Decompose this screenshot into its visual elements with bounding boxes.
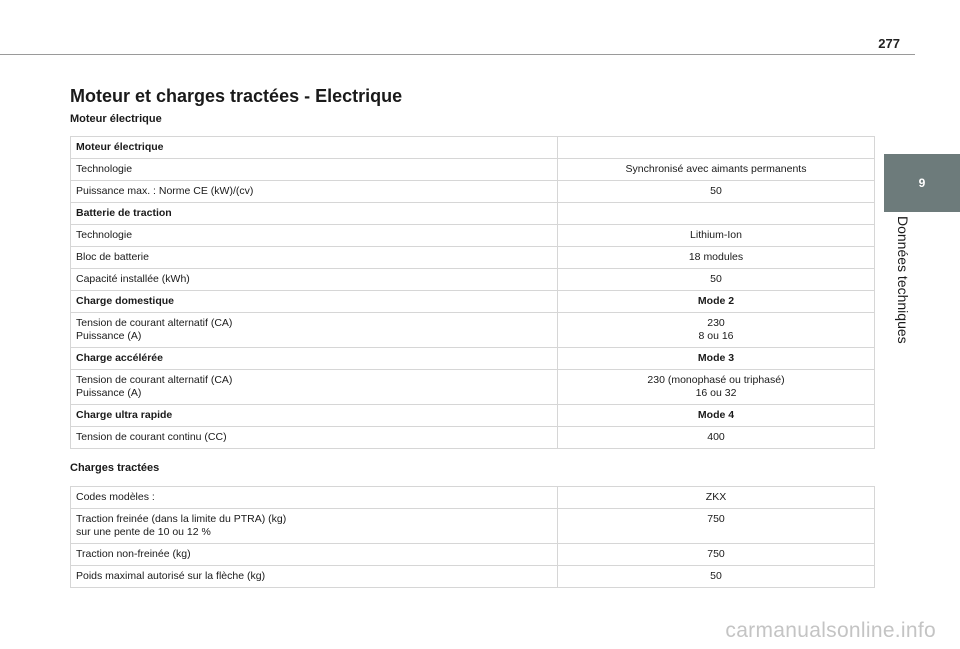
table-row [71,348,875,370]
row-label-line: sur une pente de 10 ou 12 % [76,526,211,538]
table-row [71,269,875,291]
row-label-line: Poids maximal autorisé sur la flèche (kg) [76,570,266,582]
row-label-line: Tension de courant alternatif (CA) [76,374,233,386]
row-value-line: 50 [710,185,722,197]
row-label [71,348,558,370]
table-row [71,137,875,159]
chapter-label-text: Données techniques [895,216,911,344]
row-value-line: ZKX [705,491,727,503]
row-value [558,566,875,588]
row-value [558,247,875,269]
row-label-line: Technologie [76,163,133,175]
table-row [71,509,875,544]
row-value-line [563,207,869,220]
table-row [71,247,875,269]
header-divider [0,54,915,55]
row-label-line: Codes modèles : [76,491,155,503]
table-row [71,427,875,449]
row-value-line: 750 [707,548,725,560]
row-value-line: Lithium-Ion [690,229,742,241]
row-value [558,405,875,427]
row-value [558,427,875,449]
watermark-text: carmanualsonline.info [725,619,936,642]
table-row [71,370,875,405]
row-value-line: Mode 4 [697,409,735,421]
row-value [558,313,875,348]
row-label [71,566,558,588]
table-row [71,544,875,566]
row-value-line: Mode 3 [697,352,735,364]
row-value [558,137,875,159]
row-value [558,544,875,566]
table-row [71,313,875,348]
row-label-line: Puissance max. : Norme CE (kW)/(cv) [76,185,254,197]
row-value [558,159,875,181]
row-label [71,181,558,203]
row-label-line: Moteur électrique [76,141,164,153]
section-heading-motor: Moteur électrique [70,113,162,125]
row-value-line: 50 [710,570,722,582]
page-number: 277 [878,36,900,51]
row-value-line: 18 modules [688,251,744,263]
table-row [71,225,875,247]
section-heading-towing: Charges tractées [70,462,160,474]
row-label-line: Technologie [76,229,133,241]
row-label [71,313,558,348]
row-value [558,225,875,247]
row-label [71,269,558,291]
row-label [71,427,558,449]
row-value [558,181,875,203]
row-value-line: 230 [707,317,725,329]
table-row [71,181,875,203]
row-value [558,370,875,405]
row-value-line: 400 [707,431,725,443]
row-label [71,487,558,509]
chapter-number: 9 [918,176,926,190]
row-value [558,487,875,509]
row-value [558,291,875,313]
row-value-line: 750 [707,513,725,525]
row-label [71,159,558,181]
row-value-line: 8 ou 16 [698,330,734,342]
row-label-line: Traction non-freinée (kg) [76,548,191,560]
page-title: Moteur et charges tractées - Electrique [70,86,403,106]
row-value [558,269,875,291]
row-label [71,405,558,427]
row-label-line: Puissance (A) [76,330,142,342]
motor-spec-table [70,136,875,449]
table-row [71,566,875,588]
row-label-line: Puissance (A) [76,387,142,399]
table-row [71,159,875,181]
row-label-line: Capacité installée (kWh) [76,273,190,285]
row-label [71,544,558,566]
table-row [71,487,875,509]
row-value-line: 16 ou 32 [695,387,737,399]
towing-spec-table [70,486,875,588]
row-label [71,509,558,544]
row-value-line: Synchronisé avec aimants permanents [625,163,807,175]
row-label-line: Charge accélérée [76,352,163,364]
row-value-line: Mode 2 [697,295,735,307]
row-label-line: Traction freinée (dans la limite du PTRA) (kg) [76,513,287,525]
row-label-line: Charge ultra rapide [76,409,173,421]
row-value [558,203,875,225]
row-label-line: Tension de courant alternatif (CA) [76,317,233,329]
row-label [71,203,558,225]
row-value [558,348,875,370]
row-label-line: Bloc de batterie [76,251,149,263]
row-label [71,370,558,405]
table-row [71,203,875,225]
row-value-line: 230 (monophasé ou triphasé) [647,374,785,386]
row-label-line: Charge domestique [76,295,175,307]
row-value-line: 50 [710,273,722,285]
row-label-line: Batterie de traction [76,207,172,219]
chapter-label [884,216,922,346]
chapter-tab[interactable] [884,154,960,212]
row-label-line: Tension de courant continu (CC) [76,431,227,443]
row-label [71,137,558,159]
row-value [558,509,875,544]
row-label [71,291,558,313]
table-row [71,291,875,313]
row-label [71,247,558,269]
table-row [71,405,875,427]
row-label [71,225,558,247]
row-value-line [563,141,869,154]
